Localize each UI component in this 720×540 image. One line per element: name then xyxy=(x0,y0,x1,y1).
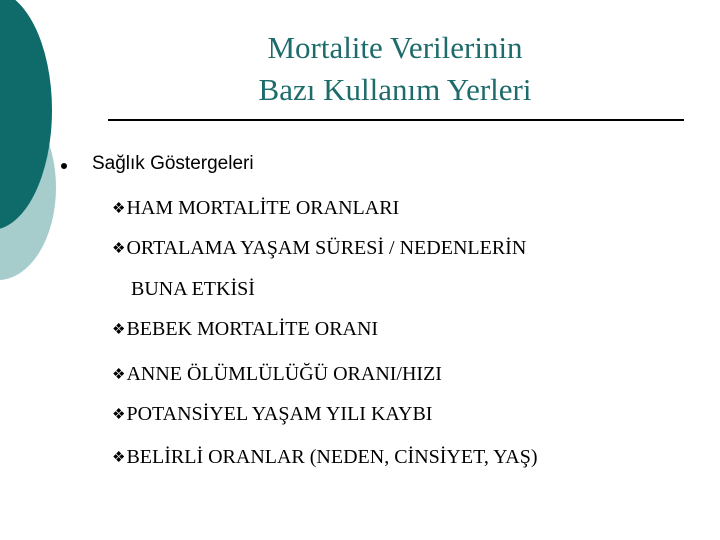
diamond-bullet-icon: ❖ xyxy=(112,407,126,423)
list-item-text: HAM MORTALİTE ORANLARI xyxy=(126,197,400,219)
list-item xyxy=(112,361,442,388)
title-divider xyxy=(108,119,684,121)
list-item-text: BEBEK MORTALİTE ORANI xyxy=(126,318,379,340)
list-item xyxy=(112,316,378,343)
list-item xyxy=(112,444,538,471)
diamond-bullet-icon: ❖ xyxy=(112,450,126,466)
diamond-bullet-icon: ❖ xyxy=(112,322,126,338)
section-heading: Sağlık Göstergeleri xyxy=(92,153,254,174)
list-item-text: ANNE ÖLÜMLÜLÜĞÜ ORANI/HIZI xyxy=(126,363,442,385)
list-item xyxy=(112,401,432,428)
slide-title-line-2: Bazı Kullanım Yerleri xyxy=(258,72,532,107)
list-item-text: POTANSİYEL YAŞAM YILI KAYBI xyxy=(126,403,433,425)
list-item-text: BELİRLİ ORANLAR (NEDEN, CİNSİYET, YAŞ) xyxy=(126,446,538,468)
diamond-bullet-icon: ❖ xyxy=(112,241,126,257)
list-item-text: ORTALAMA YAŞAM SÜRESİ / NEDENLERİN xyxy=(126,237,527,259)
diamond-bullet-icon: ❖ xyxy=(112,201,126,217)
slide-title-line-1: Mortalite Verilerinin xyxy=(267,30,523,65)
diamond-bullet-icon: ❖ xyxy=(112,367,126,383)
list-item xyxy=(112,235,526,262)
filled-circle-bullet-icon xyxy=(61,163,67,169)
list-item-continuation: BUNA ETKİSİ xyxy=(131,278,255,300)
list-item xyxy=(112,195,399,222)
